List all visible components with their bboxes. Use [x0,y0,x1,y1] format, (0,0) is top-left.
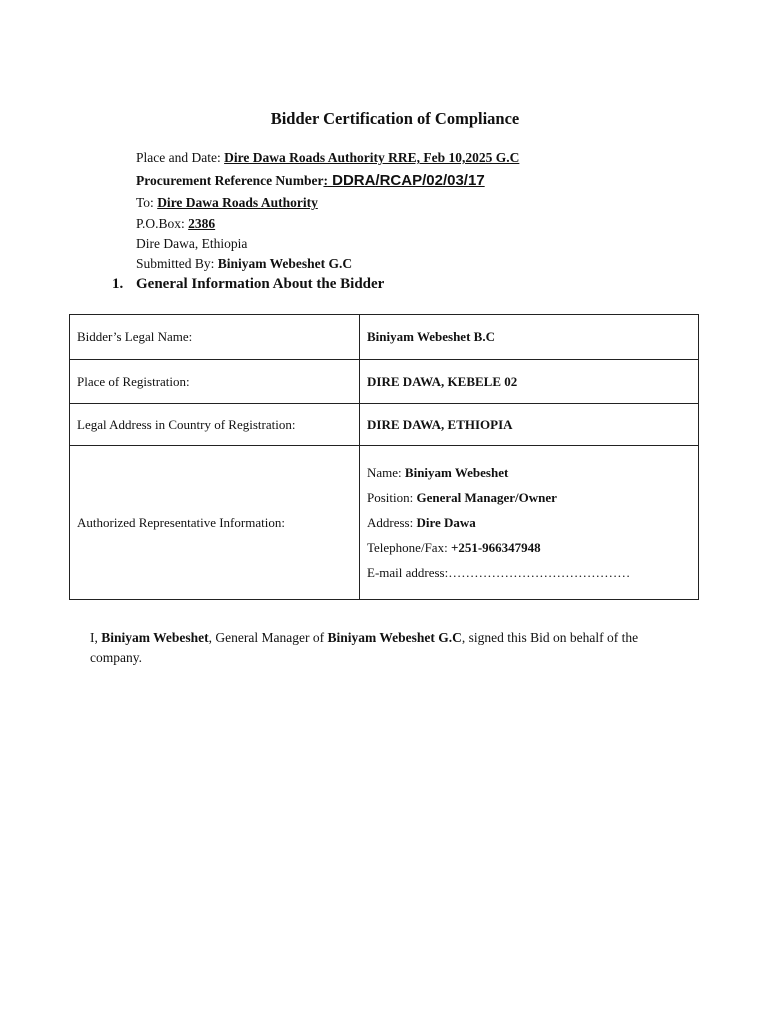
section-number: 1. [112,276,124,292]
to-line [136,193,318,213]
legal-address-label: Legal Address in Country of Registration: [70,404,360,446]
procurement-colon: : [323,173,328,188]
closing-part3: , signed this Bid on behalf of the company. [90,629,639,665]
legal-name-value: Biniyam Webeshet B.C [360,315,699,360]
representative-label: Authorized Representative Information: [70,446,360,600]
submitted-label: Submitted By: [136,256,218,271]
closing-part1: I, [90,629,102,645]
table-row-legal-address [70,404,699,446]
pobox-value: 2386 [188,216,216,231]
representative-details [360,446,699,600]
closing-part2: , General Manager of [208,629,328,645]
procurement-line [136,171,485,191]
section-title: General Information About the Bidder [136,276,385,292]
to-value: Dire Dawa Roads Authority [157,195,318,210]
submitted-line [136,254,352,274]
rep-name-label: Name: [367,465,405,480]
place-date-line [136,148,519,168]
place-registration-value: DIRE DAWA, KEBELE 02 [360,360,699,404]
rep-position-label: Position: [367,490,417,505]
pobox-line [136,214,215,234]
rep-address-line [367,510,698,535]
legal-address-value: DIRE DAWA, ETHIOPIA [360,404,699,446]
table-row-place-registration [70,360,699,404]
place-date-label: Place and Date: [136,150,225,165]
rep-name-value: Biniyam Webeshet [404,465,509,480]
closing-company: Biniyam Webeshet G.C [327,629,462,645]
rep-phone-value: +251-966347948 [450,540,541,555]
place-date-value: Dire Dawa Roads Authority RRE, Feb 10,2025 G.C [224,150,520,165]
bidder-info-table [69,314,699,600]
legal-name-label: Bidder’s Legal Name: [70,315,360,360]
rep-phone-line [367,535,698,560]
rep-name-line [367,460,698,485]
submitted-value: Biniyam Webeshet G.C [217,256,353,271]
city-line: Dire Dawa, Ethiopia [136,236,248,251]
table-row-representative [70,446,699,600]
rep-address-label: Address: [367,515,417,530]
table-row-legal-name [70,315,699,360]
rep-email-line [367,560,698,585]
procurement-label: Procurement Reference Number [136,173,324,188]
rep-position-line [367,485,698,510]
closing-name: Biniyam Webeshet [101,629,209,645]
pobox-label: P.O.Box: [136,216,189,231]
rep-email-label: E-mail address: [367,565,449,580]
rep-email-value: …………………………………… [448,565,631,580]
place-registration-label: Place of Registration: [70,360,360,404]
procurement-number: DDRA/RCAP/02/03/17 [327,172,485,189]
section-heading [112,276,384,293]
rep-phone-label: Telephone/Fax: [367,540,451,555]
rep-position-value: General Manager/Owner [416,490,557,505]
document-title: Bidder Certification of Compliance [270,109,520,128]
to-label: To: [136,195,158,210]
closing-statement [90,628,690,668]
rep-address-value: Dire Dawa [416,515,476,530]
